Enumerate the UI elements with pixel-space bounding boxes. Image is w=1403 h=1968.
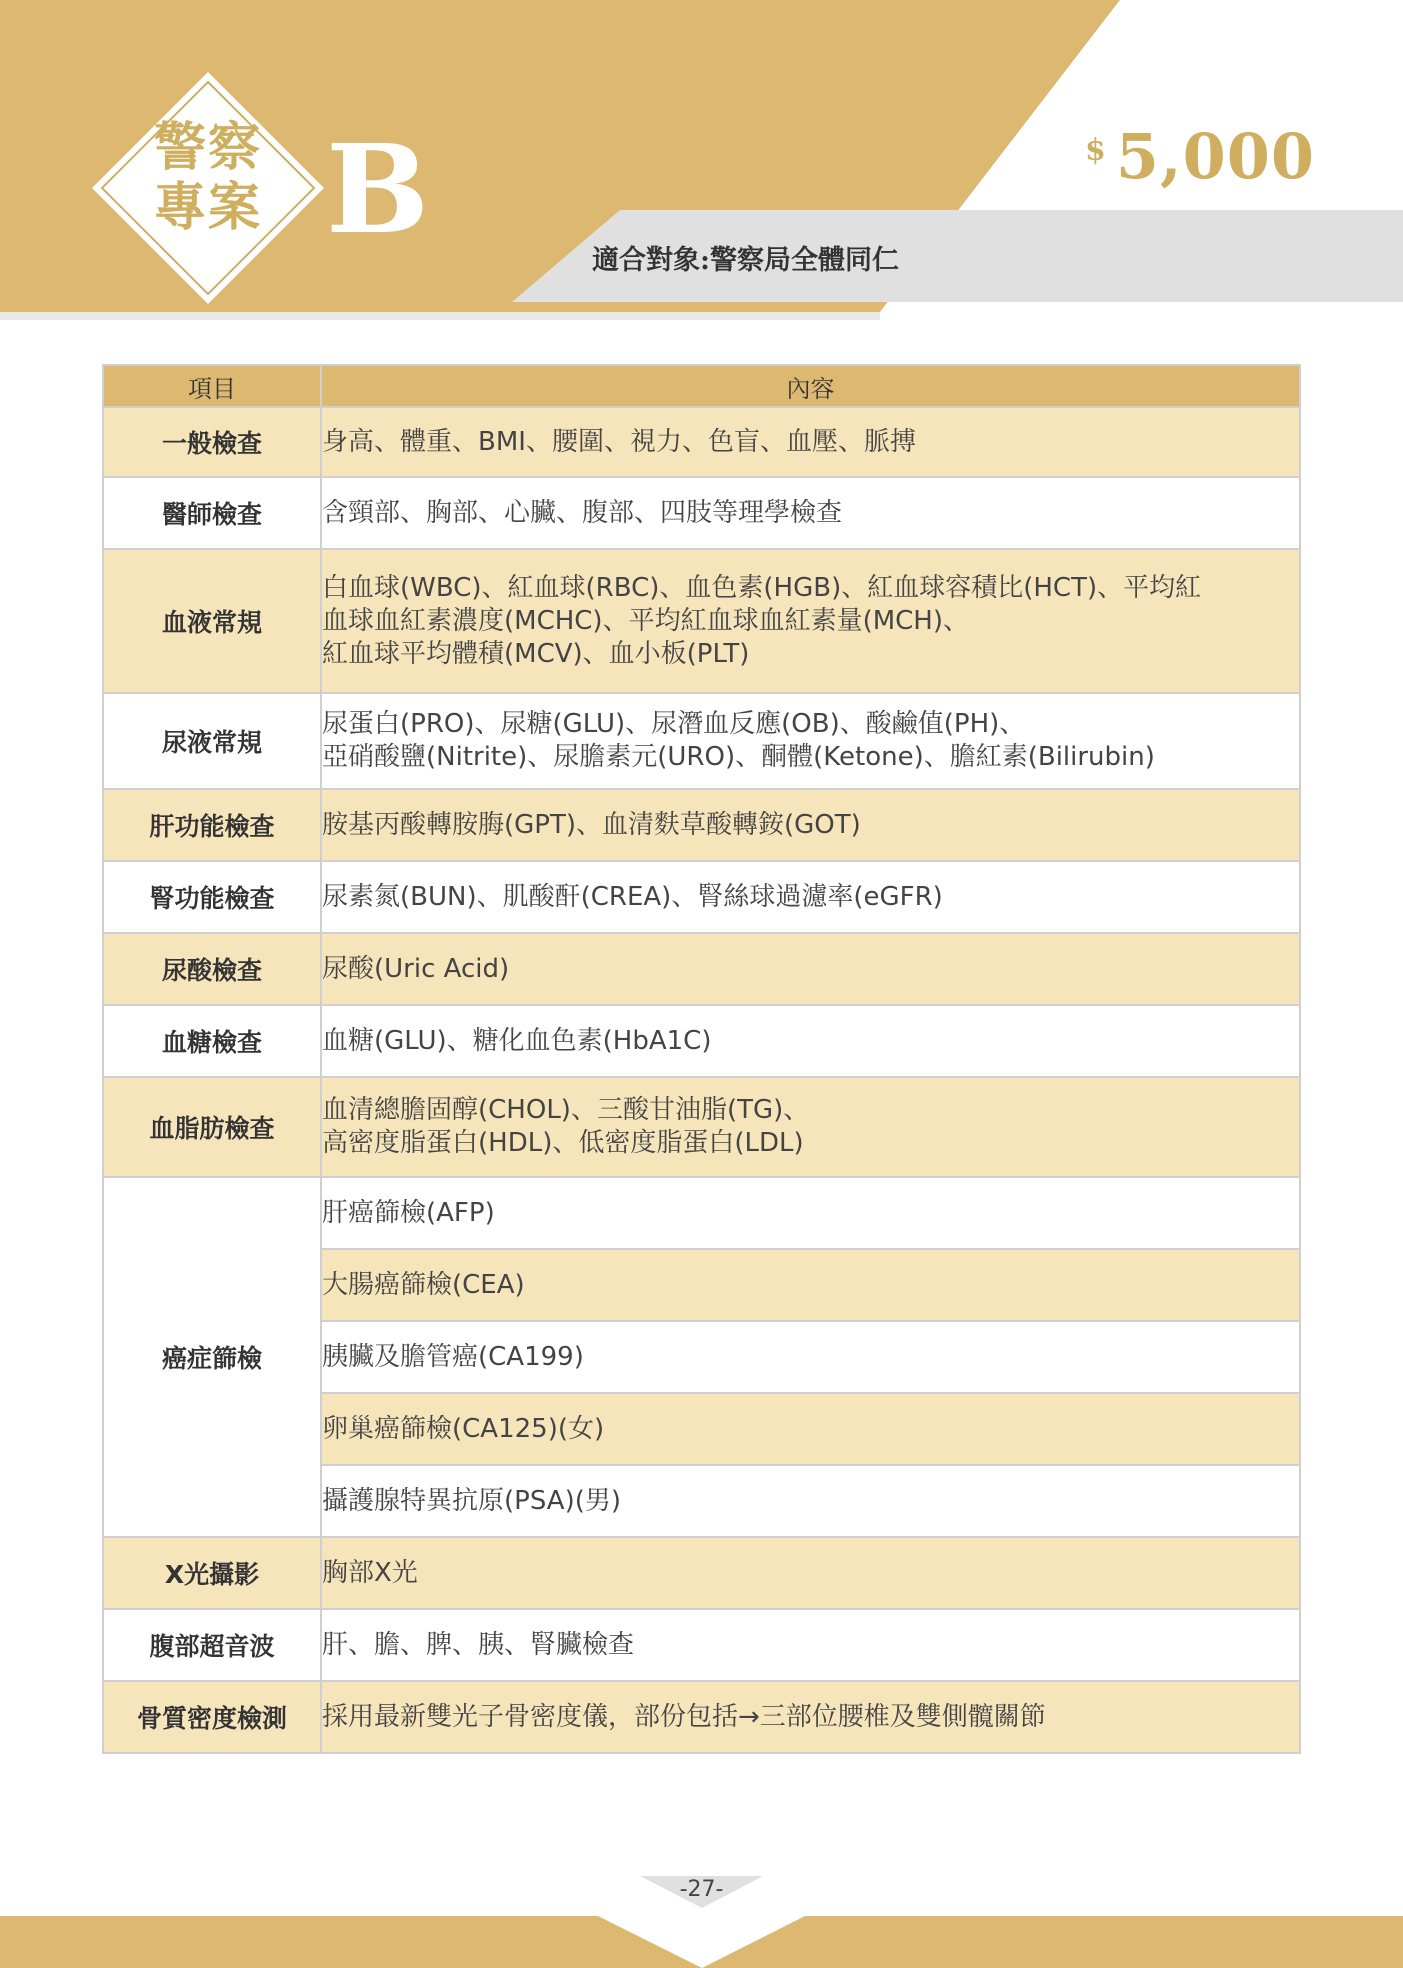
row-item: 尿液常規: [103, 693, 321, 789]
table-row: [103, 1681, 1300, 1753]
table-row: [103, 789, 1300, 861]
header-content: 內容: [321, 365, 1300, 407]
cancer-test: 大腸癌篩檢(CEA): [321, 1249, 1300, 1321]
row-item: 骨質密度檢測: [103, 1681, 321, 1753]
row-item: 尿酸檢查: [103, 933, 321, 1005]
price-amount: 5,000: [1115, 120, 1316, 193]
row-content: 血清總膽固醇(CHOL)、三酸甘油脂(TG)、 高密度脂蛋白(HDL)、低密度脂蛋白(LDL): [321, 1077, 1300, 1177]
row-content: 含頸部、胸部、心臟、腹部、四肢等理學檢查: [321, 477, 1300, 549]
price: [1085, 120, 1315, 193]
row-item: 腎功能檢查: [103, 861, 321, 933]
row-content: 血糖(GLU)、糖化血色素(HbA1C): [321, 1005, 1300, 1077]
table-row: [103, 1177, 1300, 1249]
row-content: 身高、體重、BMI、腰圍、視力、色盲、血壓、脈搏: [321, 407, 1300, 477]
target-audience: 適合對象:警察局全體同仁: [592, 245, 899, 276]
cancer-screening-item: 癌症篩檢: [103, 1177, 321, 1537]
row-item: 一般檢查: [103, 407, 321, 477]
cancer-test: 胰臟及膽管癌(CA199): [321, 1321, 1300, 1393]
cancer-test: 卵巢癌篩檢(CA125)(女): [321, 1393, 1300, 1465]
table-row: [103, 549, 1300, 693]
currency-symbol: $: [1085, 133, 1106, 168]
row-item: 血糖檢查: [103, 1005, 321, 1077]
row-content: 肝、膽、脾、胰、腎臟檢查: [321, 1609, 1300, 1681]
row-content: 白血球(WBC)、紅血球(RBC)、血色素(HGB)、紅血球容積比(HCT)、平均紅 血球血紅素濃度(MCHC)、平均紅血球血紅素量(MCH)、 紅血球平均體積(MCV)、血小板(PLT): [321, 549, 1300, 693]
row-item: 腹部超音波: [103, 1609, 321, 1681]
table-row: [103, 861, 1300, 933]
row-content: 尿蛋白(PRO)、尿糖(GLU)、尿潛血反應(OB)、酸鹼值(PH)、 亞硝酸鹽(Nitrite)、尿膽素元(URO)、酮體(Ketone)、膽紅素(Bilirubin): [321, 693, 1300, 789]
table-row: [103, 1537, 1300, 1609]
row-content: 胸部X光: [321, 1537, 1300, 1609]
row-content: 採用最新雙光子骨密度儀，部份包括→三部位腰椎及雙側髖關節: [321, 1681, 1300, 1753]
checkup-items-table: [102, 364, 1301, 1754]
row-content: 胺基丙酸轉胺脢(GPT)、血清麩草酸轉銨(GOT): [321, 789, 1300, 861]
row-content: 尿酸(Uric Acid): [321, 933, 1300, 1005]
table-row: [103, 477, 1300, 549]
table-row: [103, 407, 1300, 477]
header-item: 項目: [103, 365, 321, 407]
table-row: [103, 1005, 1300, 1077]
table-row: [103, 933, 1300, 1005]
cancer-test: 攝護腺特異抗原(PSA)(男): [321, 1465, 1300, 1537]
row-item: 肝功能檢查: [103, 789, 321, 861]
row-item: 醫師檢查: [103, 477, 321, 549]
row-item: 血液常規: [103, 549, 321, 693]
cancer-test: 肝癌篩檢(AFP): [321, 1177, 1300, 1249]
row-item: X光攝影: [103, 1537, 321, 1609]
emblem-title: 警察 專案: [153, 117, 262, 238]
plan-letter: B: [326, 117, 430, 261]
table-row: [103, 1609, 1300, 1681]
table-row: [103, 693, 1300, 789]
row-content: 尿素氮(BUN)、肌酸酐(CREA)、腎絲球過濾率(eGFR): [321, 861, 1300, 933]
row-item: 血脂肪檢查: [103, 1077, 321, 1177]
table-row: [103, 1077, 1300, 1177]
page-number: -27-: [679, 1877, 724, 1902]
